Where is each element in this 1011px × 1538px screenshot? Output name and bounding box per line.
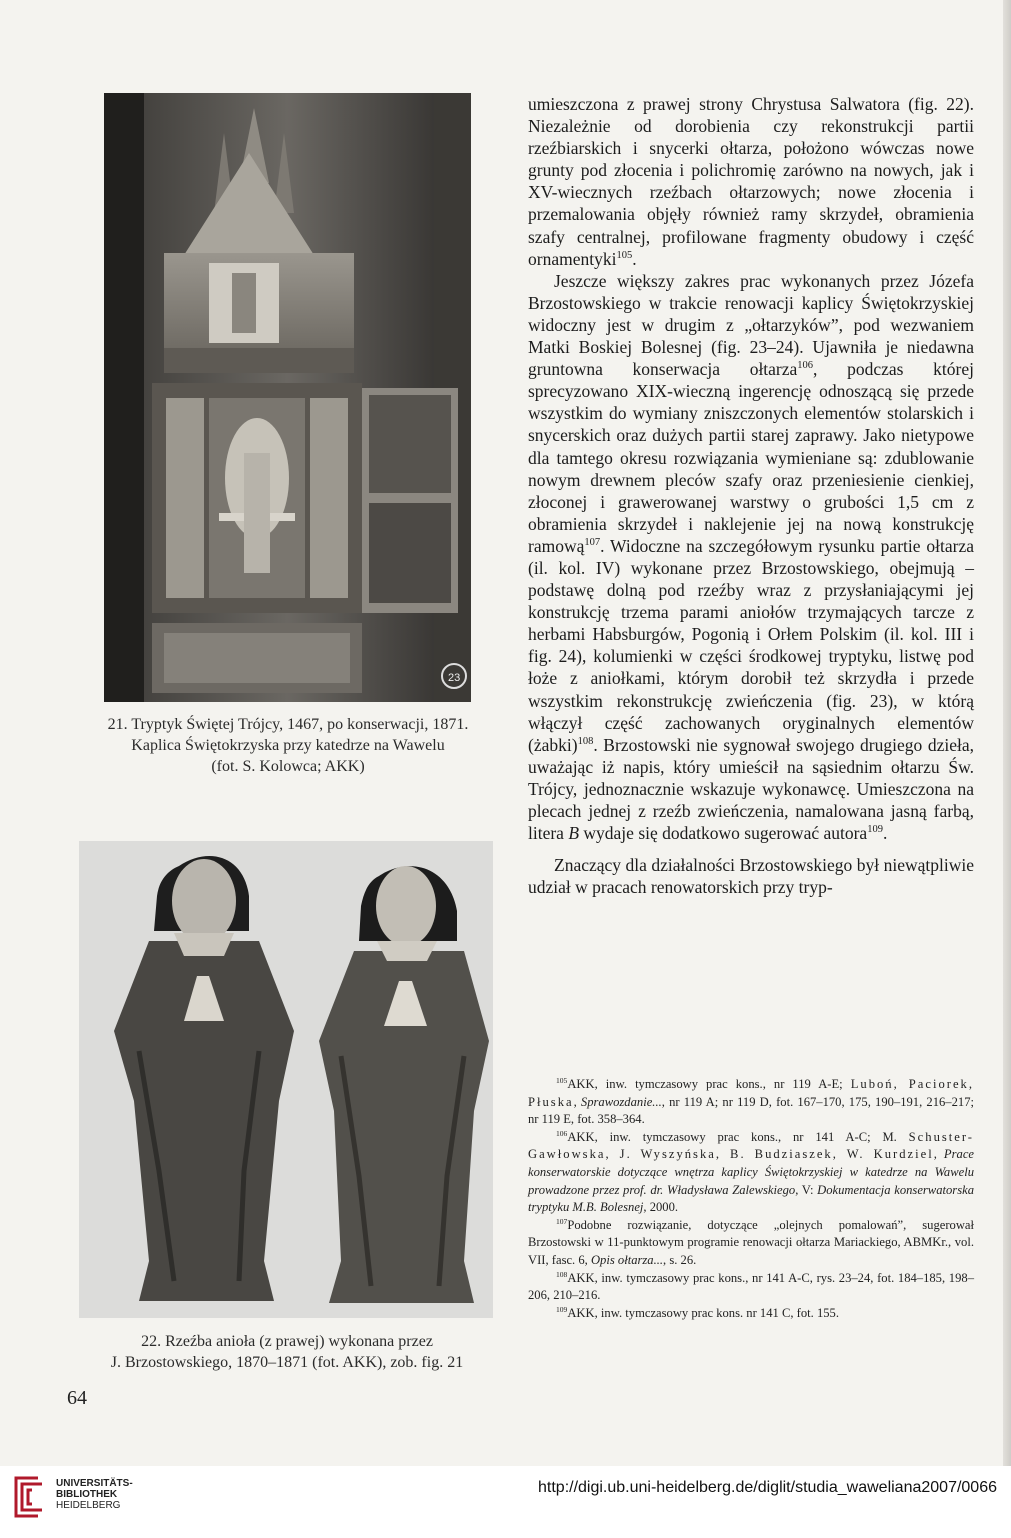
figure-badge-23: 23 [448, 672, 461, 684]
footnote-ref-108[interactable]: 108 [577, 735, 594, 747]
footnote-108: $^{108}$AKK, inw. tymczasowy prac kons., nr 141 A-C, rys. 23–24, fot. 184–185, 198–206, 210–216. [528, 1269, 974, 1303]
caption-line: 22. Rzeźba anioła (z prawej) wykonana przez [141, 1333, 433, 1350]
footnote-ref-106[interactable]: 106 [797, 360, 814, 372]
figure-21-triptych-photo [104, 93, 471, 702]
footnote-109: $^{109}$AKK, inw. tymczasowy prac kons. nr 141 C, fot. 155. [556, 1304, 839, 1320]
caption-line: J. Brzostowskiego, 1870–1871 (fot. AKK), zob. fig. 21 [110, 1354, 464, 1371]
figure-22-caption [60, 1331, 514, 1373]
footnote-ref-109[interactable]: 109 [867, 824, 883, 836]
caption-line: 21. Tryptyk Świętej Trójcy, 1467, po konserwacji, 1871. [107, 716, 469, 733]
library-logo-text: UNIVERSITÄTS- BIBLIOTHEK HEIDELBERG [56, 1478, 133, 1511]
page-number: 64 [67, 1387, 87, 1409]
footnote-ref-107[interactable]: 107 [584, 537, 601, 549]
paragraph-3: Znaczący dla działalności Brzostowskiego był niewątpliwie udział w pracach renowatorskich przy tryp- [528, 855, 974, 898]
figure-22-angel-sculptures [79, 841, 493, 1318]
footer-bar [0, 1466, 1011, 1538]
page-edge-shadow [1003, 0, 1011, 1466]
paragraph-2: Jeszcze większy zakres prac wykonanych przez Józefa Brzostowskiego w trakcie renowacji kaplicy Świętokrzyskiej widoczny jest w drugim z „ołtarzyków”, pod wezwaniem Matki Boskiej Bolesnej (fig. 23–24). Ujawniła je niedawna gruntowna konserwacja ołtarza$^{106}$, podczas której sprecyzowano XIX-wieczną ingerencję odnoszącą się przede wszystkim do wymiany zniszczonych elementów stolarskich i snycerskich oraz dużych partii starej zaprawy. Jako nietypowe dla tamtego okresu rozwiązania wymieniane są: zdublowanie nowym drewnem pleców szafy oraz przeniesienie cienkiej, złoconej i grawerowanej warstwy o grubości 1,5 cm z obramienia skrzydeł i naklejenie jej na nową konstrukcję ramową$^{107}$. Widoczne na szczegółowym rysunku partie ołtarza (il. kol. IV) wykonane przez Brzostowskiego, obejmują – podstawę dolną pod rzeźby wraz z przysłaniającymi jej konstrukcję trzema parami aniołów trzymających tarcze z herbami Habsburgów, Pogonią i Orłem Polskim (il. kol. III i fig. 24), kolumienki w części środkowej tryptyku, listwę pod łoże z aniołkami, którym dorobił też skrzydła i przede wszystkim rekonstrukcję zwieńczenia (fig. 23), w którą włączył część zachowanych oryginalnych elementów (żabki)$^{108}$. Brzostowski nie sygnował swojego drugiego dzieła, uważając iż napis, który umieścił na sąsiednim ołtarzu Św. Trójcy, jednoznacznie wskazuje wykonawcę. Umieszczona na plecach jednej z rzeźb zwieńczenia, namalowana jasną farbą, litera B wydaje się dodatkowo sugerować autora$^{109}$. [528, 270, 974, 844]
paragraph-1: umieszczona z prawej strony Chrystusa Salwatora (fig. 22). Niezależnie od dorobienia czy rekonstrukcji partii rzeźbiarskich i snycerki ołtarza, położono wówczas nowe grunty pod złocenia i polichromię zarówno na nowych, jak i XV-wiecznych rzeźbach ołtarzowych; nowe złocenia i przemalowania objęły również ramy skrzydeł, obramienia szafy centralnej, profilowane fragmenty obudowy i część ornamentyki$^{105}$. [528, 94, 974, 269]
caption-line: Kaplica Świętokrzyska przy katedrze na Wawelu [131, 737, 445, 754]
footer-url-link[interactable]: http://digi.ub.uni-heidelberg.de/diglit/studia_waweliana2007/0066 [538, 1479, 997, 1496]
main-text-column [528, 93, 974, 898]
footnote-ref-105[interactable]: 105 [616, 249, 633, 261]
footnote-106: $^{106}$AKK, inw. tymczasowy prac kons., nr 141 A-C; M. Schuster-Gawłowska, J. Wyszyńska, B. Budziaszek, W. Kurdziel, Prace konserwatorskie dotyczące wnętrza kaplicy Świętokrzyskiej w katedrze na Wawelu prowadzone przez prof. dr. Władysława Zalewskiego, V: Dokumentacja konserwatorska tryptyku M.B. Bolesnej, 2000. [528, 1128, 974, 1215]
caption-line: (fot. S. Kolowca; AKK) [211, 758, 365, 775]
figure-21-caption [84, 714, 492, 777]
footnote-105: $^{105}$AKK, inw. tymczasowy prac kons., nr 119 A-E; Luboń, Paciorek, Płuska, Sprawozdanie..., nr 119 A; nr 119 D, fot. 167–170, 175, 190–191, 216–217; nr 119 E, fot. 358–364. [528, 1075, 974, 1127]
footnote-107: $^{107}$Podobne rozwiązanie, dotyczące „olejnych pomalowań”, sugerował Brzostowski w 11-punktowym programie renowacji ołtarza Mariackiego, ABMKr., vol. VII, fasc. 6, Opis ołtarza..., s. 26. [528, 1216, 974, 1267]
library-logo-icon [8, 1474, 50, 1520]
footnotes [528, 1076, 974, 1322]
